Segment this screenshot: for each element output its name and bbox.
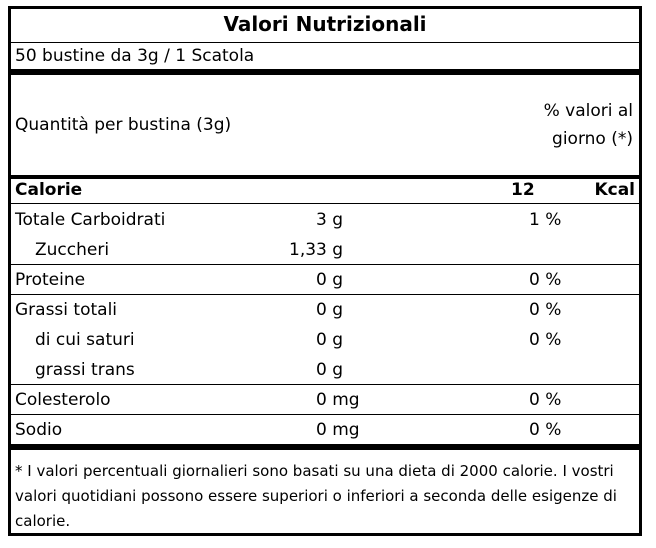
nutrient-amount: 0 mg: [316, 420, 360, 440]
nutrient-daily-value: 1 %: [529, 210, 562, 230]
quantity-label: Quantità per bustina (3g): [15, 115, 232, 135]
divider: [11, 414, 639, 415]
divider-thick: [11, 175, 639, 179]
nutrient-daily-value: 0 %: [529, 330, 562, 350]
nutrient-label: Proteine: [15, 270, 86, 290]
nutrient-amount: 0 g: [316, 270, 344, 290]
divider: [11, 264, 639, 265]
nutrient-amount: 3 g: [316, 210, 344, 230]
divider: [11, 384, 639, 385]
nutrient-label: Colesterolo: [15, 390, 111, 410]
nutrient-label: Totale Carboidrati: [15, 210, 166, 230]
calories-value: 12: [511, 180, 535, 200]
divider-thick: [11, 69, 639, 75]
nutrient-amount: 1,33 g: [289, 240, 344, 260]
nutrient-label: Grassi totali: [15, 300, 118, 320]
nutrient-daily-value: 0 %: [529, 390, 562, 410]
nutrient-amount: 0 g: [316, 300, 344, 320]
nutrient-amount: 0 g: [316, 330, 344, 350]
nutrition-label: [8, 6, 642, 536]
label-title: Valori Nutrizionali: [223, 12, 427, 36]
nutrient-label: Zuccheri: [35, 240, 110, 260]
nutrient-daily-value: 0 %: [529, 270, 562, 290]
calories-unit: Kcal: [594, 180, 635, 200]
nutrient-label: Sodio: [15, 420, 63, 440]
nutrient-daily-value: 0 %: [529, 300, 562, 320]
footnote: * I valori percentuali giornalieri sono basati su una dieta di 2000 calorie. I vostri valori quotidiani possono essere superiori o inferiori a seconda delle esigenze di calorie.: [15, 462, 617, 530]
divider: [11, 42, 639, 43]
daily-value-header-line2: giorno (*): [552, 129, 633, 149]
nutrient-label: di cui saturi: [35, 330, 135, 350]
nutrient-amount: 0 mg: [316, 390, 360, 410]
nutrient-daily-value: 0 %: [529, 420, 562, 440]
divider: [11, 294, 639, 295]
daily-value-header-line1: % valori al: [543, 101, 633, 121]
divider: [11, 203, 639, 204]
calories-label: Calorie: [15, 180, 83, 200]
divider-thick: [11, 444, 639, 450]
serving-info: 50 bustine da 3g / 1 Scatola: [15, 46, 255, 66]
nutrient-label: grassi trans: [35, 360, 135, 380]
nutrient-amount: 0 g: [316, 360, 344, 380]
